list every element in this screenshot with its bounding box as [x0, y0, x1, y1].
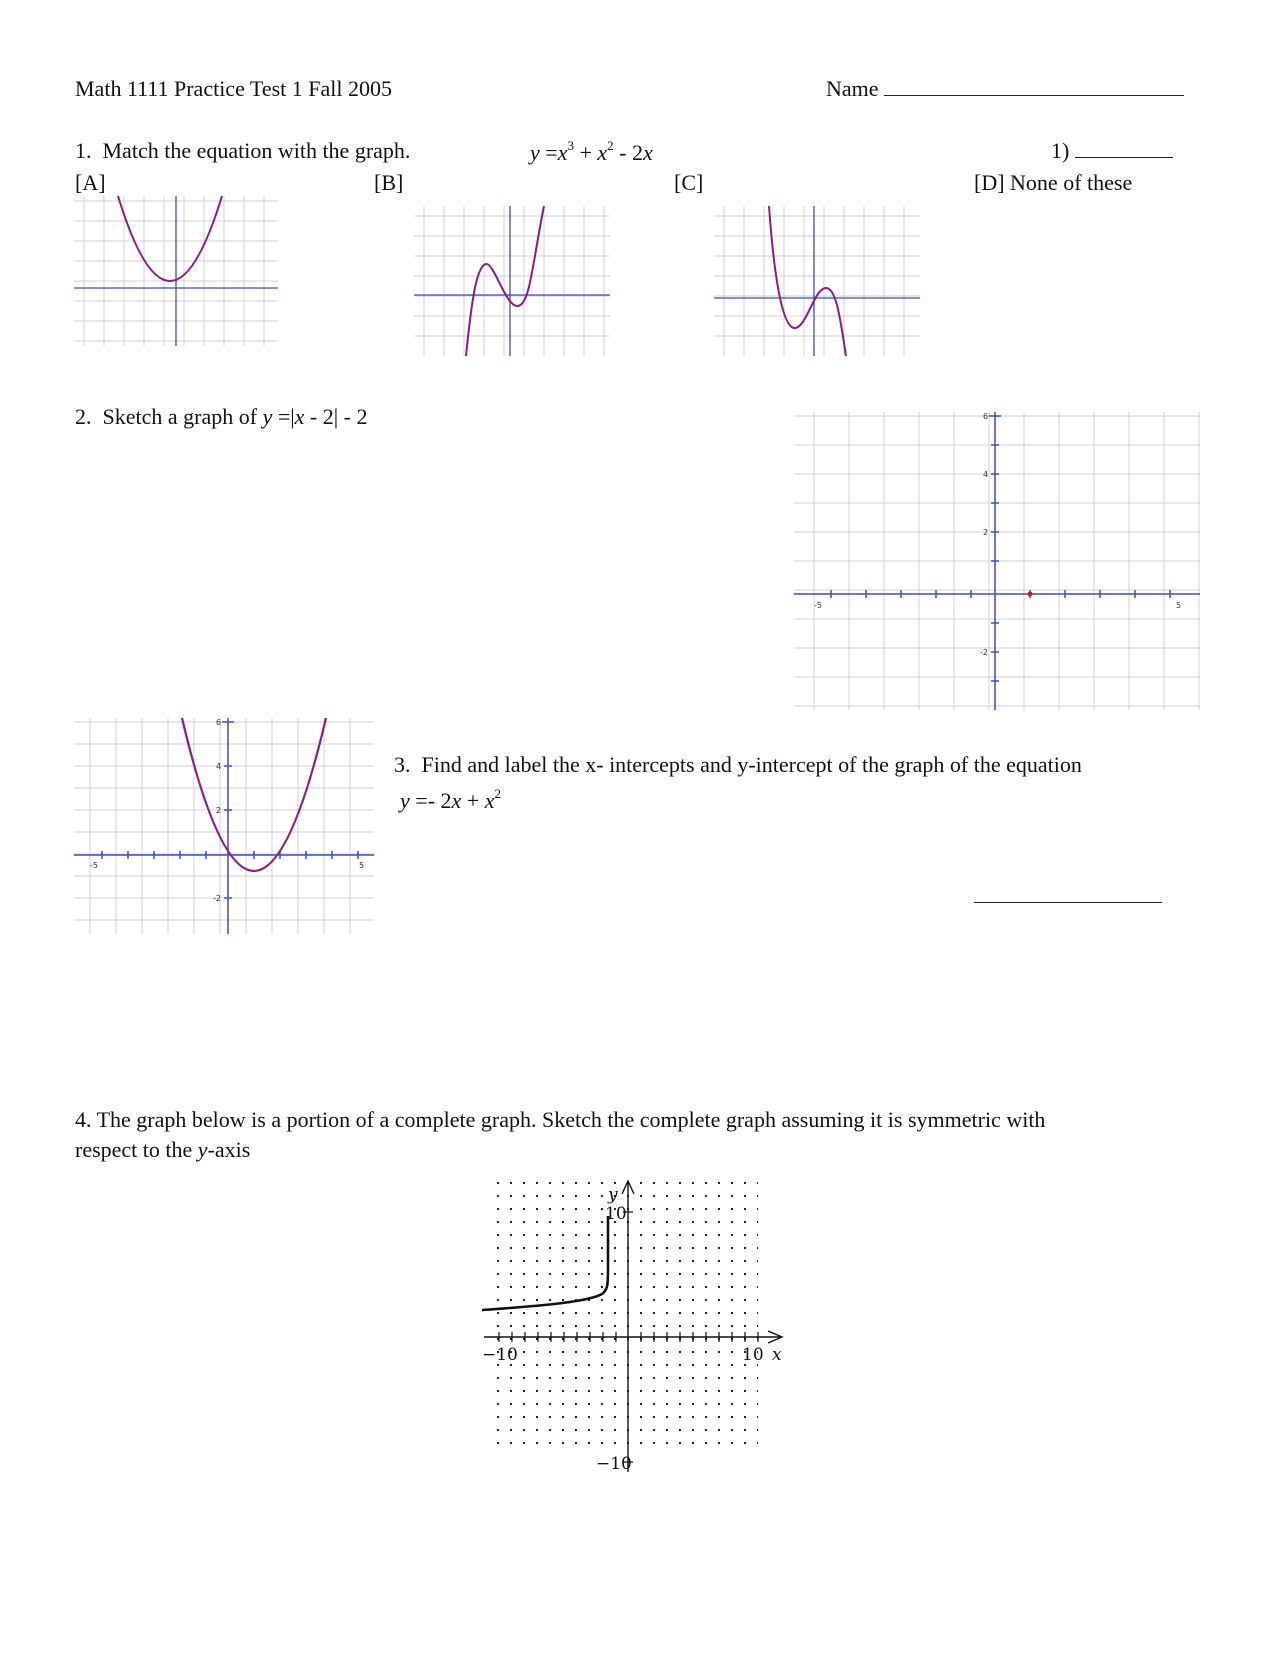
page-title: Math 1111 Practice Test 1 Fall 2005	[75, 76, 393, 101]
q3-answer-blank[interactable]	[974, 902, 1162, 903]
graph-a	[74, 196, 278, 346]
name-label: Name	[826, 76, 879, 101]
q2-tick-x-max: 5	[1176, 601, 1182, 610]
name-blank[interactable]	[884, 95, 1184, 96]
q1-option-c: [C]	[674, 170, 704, 195]
q4-tick-x-left: −10	[482, 1345, 518, 1365]
q3-tick-y4: 4	[216, 762, 222, 771]
q4-tick-x-right: 10	[742, 1345, 764, 1365]
graph-b	[414, 206, 610, 356]
q3-graph	[74, 718, 374, 934]
q1-equation: $y =x^3 + x^2 - 2x$	[530, 138, 653, 165]
q4-tick-y-top: 10	[605, 1204, 627, 1224]
name-field[interactable]	[826, 76, 1184, 102]
q1-option-d: [D] None of these	[974, 170, 1133, 195]
graph-c	[714, 206, 920, 356]
q3-tick-x-max: 5	[359, 861, 365, 870]
q2-tick-y4: 4	[983, 470, 989, 479]
q4-text-line1: 4. The graph below is a portion of a complete graph. Sketch the complete graph assuming it is symmetric with	[75, 1107, 1046, 1132]
q4-y-axis-label: y	[608, 1185, 618, 1205]
q2-tick-ym2: -2	[980, 648, 988, 657]
q4-tick-y-bottom: −10	[596, 1454, 632, 1474]
q2-text: Sketch a graph of	[102, 404, 258, 429]
q1-prompt	[75, 138, 410, 164]
q1-number: 1.	[75, 138, 92, 163]
q2-prompt: 2. Sketch a graph of y =|x - 2| - 2	[75, 404, 368, 429]
q3-equation: $y =- 2x + x^2$	[400, 786, 501, 813]
q1-text: Match the equation with the graph.	[102, 138, 411, 163]
q3-text: Find and label the x- intercepts and y-intercept of the graph of the equation	[421, 752, 1082, 777]
q1-answer[interactable]	[1051, 138, 1173, 164]
q2-tick-y2: 2	[983, 528, 989, 537]
q2-graph-grid[interactable]	[794, 412, 1200, 710]
q4-graph[interactable]	[480, 1176, 800, 1486]
q1-answer-label: 1)	[1051, 138, 1070, 163]
q4-x-axis-label: x	[772, 1345, 782, 1365]
q3-number: 3.	[394, 752, 411, 777]
q1-answer-blank[interactable]	[1075, 157, 1173, 158]
q1-option-b: [B]	[374, 170, 404, 195]
q3-prompt	[394, 752, 1082, 778]
q2-tick-y6: 6	[983, 412, 989, 421]
q3-tick-x-min: -5	[90, 861, 98, 870]
q1-option-a: [A]	[75, 170, 106, 195]
q3-tick-y2: 2	[216, 806, 222, 815]
q2-number: 2.	[75, 404, 92, 429]
q4-text-line2: respect to the y-axis	[75, 1137, 251, 1162]
q3-tick-ym2: -2	[213, 894, 221, 903]
q3-tick-y6: 6	[216, 718, 222, 727]
q2-tick-x-min: -5	[814, 601, 822, 610]
